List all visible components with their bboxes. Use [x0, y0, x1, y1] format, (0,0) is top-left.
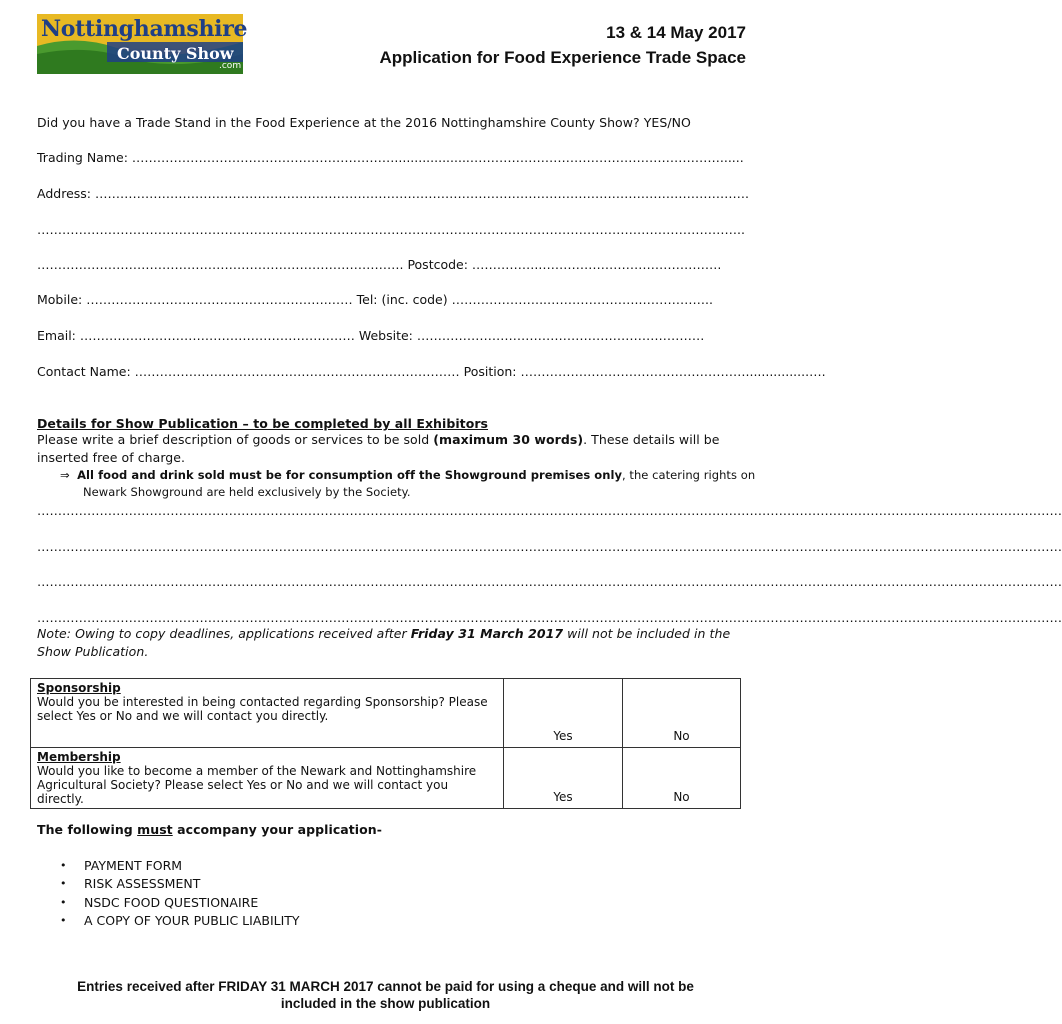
- deadline-text: Note: Owing to copy deadlines, applications received after: [37, 626, 411, 641]
- catering-note-line2: Newark Showground are held exclusively by the Society.: [83, 485, 411, 499]
- sponsorship-cell: [31, 679, 504, 748]
- list-item: [60, 912, 300, 931]
- options-table: [30, 678, 741, 809]
- list-item-label: A COPY OF YOUR PUBLIC LIABILITY: [84, 913, 300, 929]
- previous-stand-question: Did you have a Trade Stand in the Food Experience at the 2016 Nottinghamshire County Show? YES/NO: [37, 115, 691, 130]
- deadline-date: Friday 31 March 2017: [410, 626, 564, 641]
- membership-yes-option[interactable]: Yes: [504, 748, 623, 809]
- instruction-text-end: . These details will be: [583, 432, 720, 447]
- description-line-2[interactable]: …………………………………………………………………………………………………………………………………………………………………………………………………………………………: [37, 539, 1062, 554]
- event-date: 13 & 14 May 2017: [606, 23, 746, 42]
- attachments-heading-text: The following: [37, 822, 138, 837]
- mobile-tel-field[interactable]: Mobile: ………………………………………………….…… Tel: (inc. code) …………………..…………………..……………..: [37, 292, 713, 307]
- catering-note: [60, 468, 755, 482]
- attachments-heading-must: must: [137, 822, 173, 837]
- footer-line-2: included in the show publication: [280, 996, 491, 1011]
- membership-heading: Membership: [37, 750, 121, 764]
- logo-subtitle: County Show: [117, 44, 234, 63]
- description-line-3[interactable]: …………………………………………………………………………………………………………………………………………………………………………………………………………………………: [37, 574, 1062, 589]
- footer-line-1: Entries received after FRIDAY 31 MARCH 2017 cannot be paid for using a cheque and will not be: [77, 979, 694, 994]
- catering-note-rest: , the catering rights on: [622, 468, 756, 482]
- deadline-note-line2: Show Publication.: [37, 644, 149, 659]
- description-line-4[interactable]: …………………………………………………………………………………………………………………………………………………………………………………………………………………………: [37, 610, 1062, 625]
- membership-text-2: Agricultural Society? Please select Yes or No and we will contact you directly.: [37, 778, 449, 806]
- membership-cell: [31, 748, 504, 809]
- arrow-icon: ⇒: [60, 468, 70, 482]
- list-item: [60, 893, 300, 912]
- list-item: [60, 875, 300, 894]
- postcode-field[interactable]: ……………………………………………………………………………. Postcode: ……………..…………………………………….: [37, 257, 722, 272]
- instruction-text: Please write a brief description of goods or services to be sold: [37, 432, 434, 447]
- membership-text: Would you like to become a member of the Newark and Nottinghamshire: [37, 764, 477, 778]
- logo-title: Nottinghamshire: [41, 16, 248, 42]
- list-item-label: NSDC FOOD QUESTIONAIRE: [84, 894, 259, 910]
- membership-row: [31, 748, 741, 809]
- attachments-heading: [37, 822, 382, 837]
- publication-instruction: [37, 432, 720, 447]
- trading-name-field[interactable]: Trading Name: ………………………………………………………...................……………………………………………………......: [37, 150, 744, 165]
- sponsorship-no-option[interactable]: No: [623, 679, 741, 748]
- sponsorship-text-2: select Yes or No and we will contact you directly.: [37, 709, 329, 723]
- form-title: Application for Food Experience Trade Space: [379, 48, 746, 67]
- catering-note-bold: All food and drink sold must be for consumption off the Showground premises only: [77, 468, 622, 482]
- footer-notice: [30, 978, 741, 1012]
- publication-heading: Details for Show Publication – to be completed by all Exhibitors: [37, 416, 489, 431]
- address-field[interactable]: Address: ………………………………………………………………………………………………………………………………………….: [37, 186, 749, 201]
- bullet-icon: •: [60, 914, 67, 928]
- bullet-icon: •: [60, 895, 67, 909]
- attachments-heading-end: accompany your application-: [172, 822, 382, 837]
- attachments-list: [60, 856, 300, 930]
- bullet-icon: •: [60, 877, 67, 891]
- sponsorship-heading: Sponsorship: [37, 681, 121, 695]
- bullet-icon: •: [60, 858, 67, 872]
- logo-domain: .com: [219, 61, 242, 71]
- membership-no-option[interactable]: No: [623, 748, 741, 809]
- email-website-field[interactable]: Email: ………………………………………………………… Website: ……………………………………………………………: [37, 328, 705, 343]
- instruction-word-limit: (maximum 30 words): [433, 432, 584, 447]
- deadline-text-end: will not be included in the: [563, 626, 731, 641]
- sponsorship-row: [31, 679, 741, 748]
- address-line2-field[interactable]: ……………………………………………………………………………………………………………………………………………………..: [37, 222, 745, 237]
- publication-instruction-line2: inserted free of charge.: [37, 450, 186, 465]
- list-item: [60, 856, 300, 875]
- county-show-logo: [37, 14, 248, 74]
- description-line-1[interactable]: …………………………………………………………………………………………………………………………………………………………………………………………………………………………: [37, 503, 1062, 518]
- deadline-note: [37, 626, 730, 641]
- contact-position-field[interactable]: Contact Name: …………………………………………………………………… Position: ………………………………………………................….: [37, 364, 826, 379]
- list-item-label: PAYMENT FORM: [84, 857, 183, 873]
- sponsorship-yes-option[interactable]: Yes: [504, 679, 623, 748]
- list-item-label: RISK ASSESSMENT: [84, 876, 201, 892]
- sponsorship-text: Would you be interested in being contacted regarding Sponsorship? Please: [37, 695, 488, 709]
